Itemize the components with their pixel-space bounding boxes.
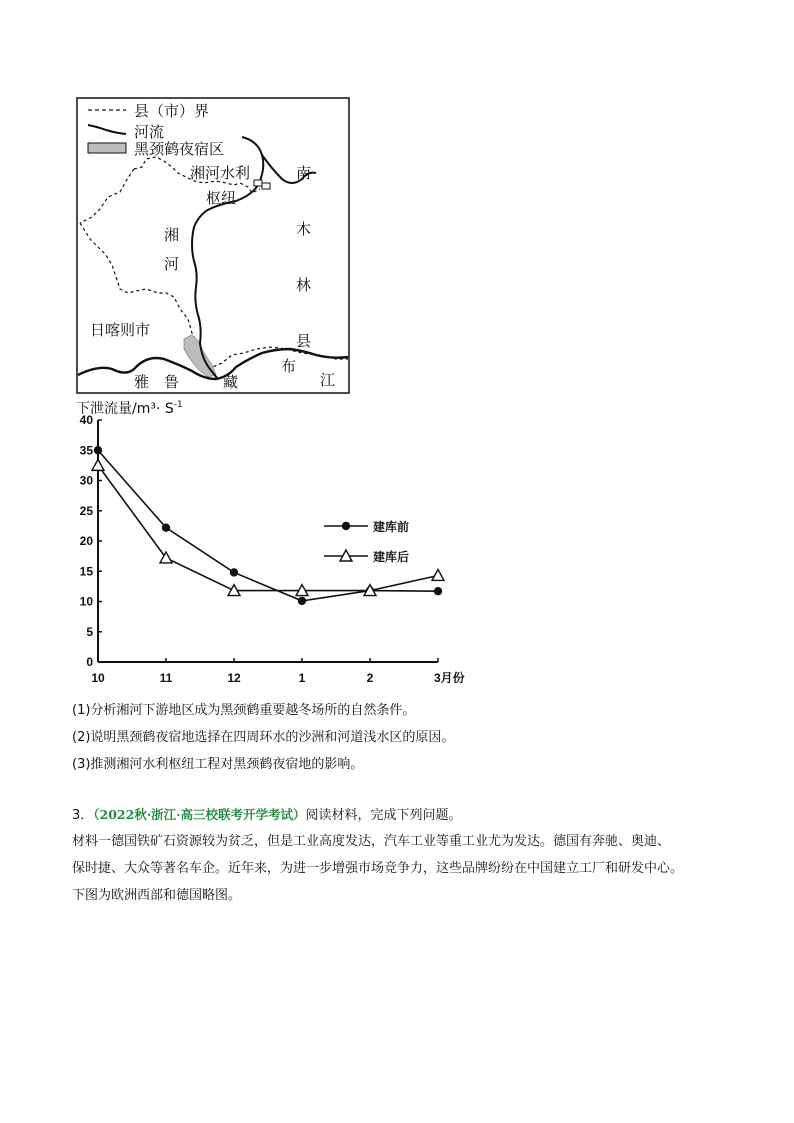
series-2-point [160, 552, 172, 563]
material-line-2: 保时捷、大众等著名车企。近年来，为进一步增强市场竞争力，这些品牌纷纷在中国建立工厂和研发中心。 [72, 861, 684, 876]
xiang-label: 湘 [164, 226, 180, 244]
y-tick-label: 20 [79, 534, 93, 548]
hub-label-line1: 湘河水利 [190, 164, 251, 182]
series-1-point [94, 446, 102, 454]
rikaze-label: 日喀则市 [90, 321, 151, 339]
xiang-river-map [76, 97, 350, 394]
discharge-line-chart [70, 395, 480, 695]
legend-boundary-label: 县（市）界 [134, 102, 210, 120]
y-tick-label: 30 [79, 473, 93, 488]
nan-label: 南 [296, 164, 312, 182]
question-3: (3)推测湘河水利枢纽工程对黑颈鹤夜宿地的影响。 [72, 757, 364, 772]
chart-legend [324, 519, 409, 564]
x-tick-label: 1 [298, 671, 306, 685]
legend-roost-label: 黑颈鹤夜宿区 [134, 140, 225, 158]
question-1: (1)分析湘河下游地区成为黑颈鹤重要越冬场所的自然条件。 [72, 703, 416, 718]
series-2-point [92, 459, 104, 470]
x-tick-label: 2 [366, 671, 374, 685]
question-2: (2)说明黑颈鹤夜宿地选择在四周环水的沙洲和河道浅水区的原因。 [72, 730, 455, 745]
series-1-point [298, 597, 306, 605]
problem-3-header [72, 806, 462, 825]
lu-label: 鲁 [164, 373, 180, 391]
he-label: 河 [164, 255, 180, 273]
jiang-label: 江 [320, 371, 336, 389]
x-tick-label: 12 [227, 671, 241, 685]
hub-label-line2: 枢纽 [206, 189, 237, 207]
y-tick-label: 40 [79, 413, 93, 427]
series-1-point [434, 587, 442, 595]
xian-label: 县 [296, 332, 312, 350]
mu-label: 木 [296, 220, 312, 238]
legend-label-2: 建库后 [373, 550, 410, 564]
series-1-point [162, 523, 170, 531]
x-tick-label: 11 [159, 671, 173, 685]
series-1-point [230, 568, 238, 576]
series-2-point [432, 569, 444, 580]
y-tick-label: 0 [86, 655, 93, 669]
problem-3-source: （2022秋·浙江·高三校联考开学考试） [93, 807, 306, 822]
legend-marker-1 [342, 522, 350, 530]
zang-label: 藏 [223, 373, 239, 391]
y-tick-label: 25 [79, 503, 93, 518]
problem-3-intro: 阅读材料，完成下列问题。 [305, 808, 462, 823]
y-tick-label: 15 [79, 564, 93, 579]
legend-river-label: 河流 [134, 123, 165, 141]
lin-label: 林 [296, 276, 312, 294]
chart-ylabel-main: 下泄流量/m³· S [76, 401, 174, 417]
roost-legend-symbol [88, 143, 126, 153]
y-tick-label: 5 [86, 624, 93, 639]
y-tick-label: 10 [79, 594, 93, 609]
legend-label-1: 建库前 [373, 520, 410, 534]
problem-3-number: 3． [72, 808, 94, 823]
x-tick-label: 10 [91, 671, 105, 685]
y-tick-label: 35 [79, 443, 93, 458]
material-line-1: 材料一德国铁矿石资源较为贫乏，但是工业高度发达，汽车工业等重工业尤为发达。德国有奔驰、奥迪、 [72, 834, 671, 849]
material-line-3: 下图为欧洲西部和德国略图。 [72, 888, 242, 903]
chart-ylabel-sup: -1 [173, 400, 183, 410]
x-tick-label: 3月份 [434, 671, 465, 685]
chart-axes [98, 420, 438, 662]
ya-label: 雅 [134, 373, 150, 391]
bu-label: 布 [281, 357, 297, 375]
